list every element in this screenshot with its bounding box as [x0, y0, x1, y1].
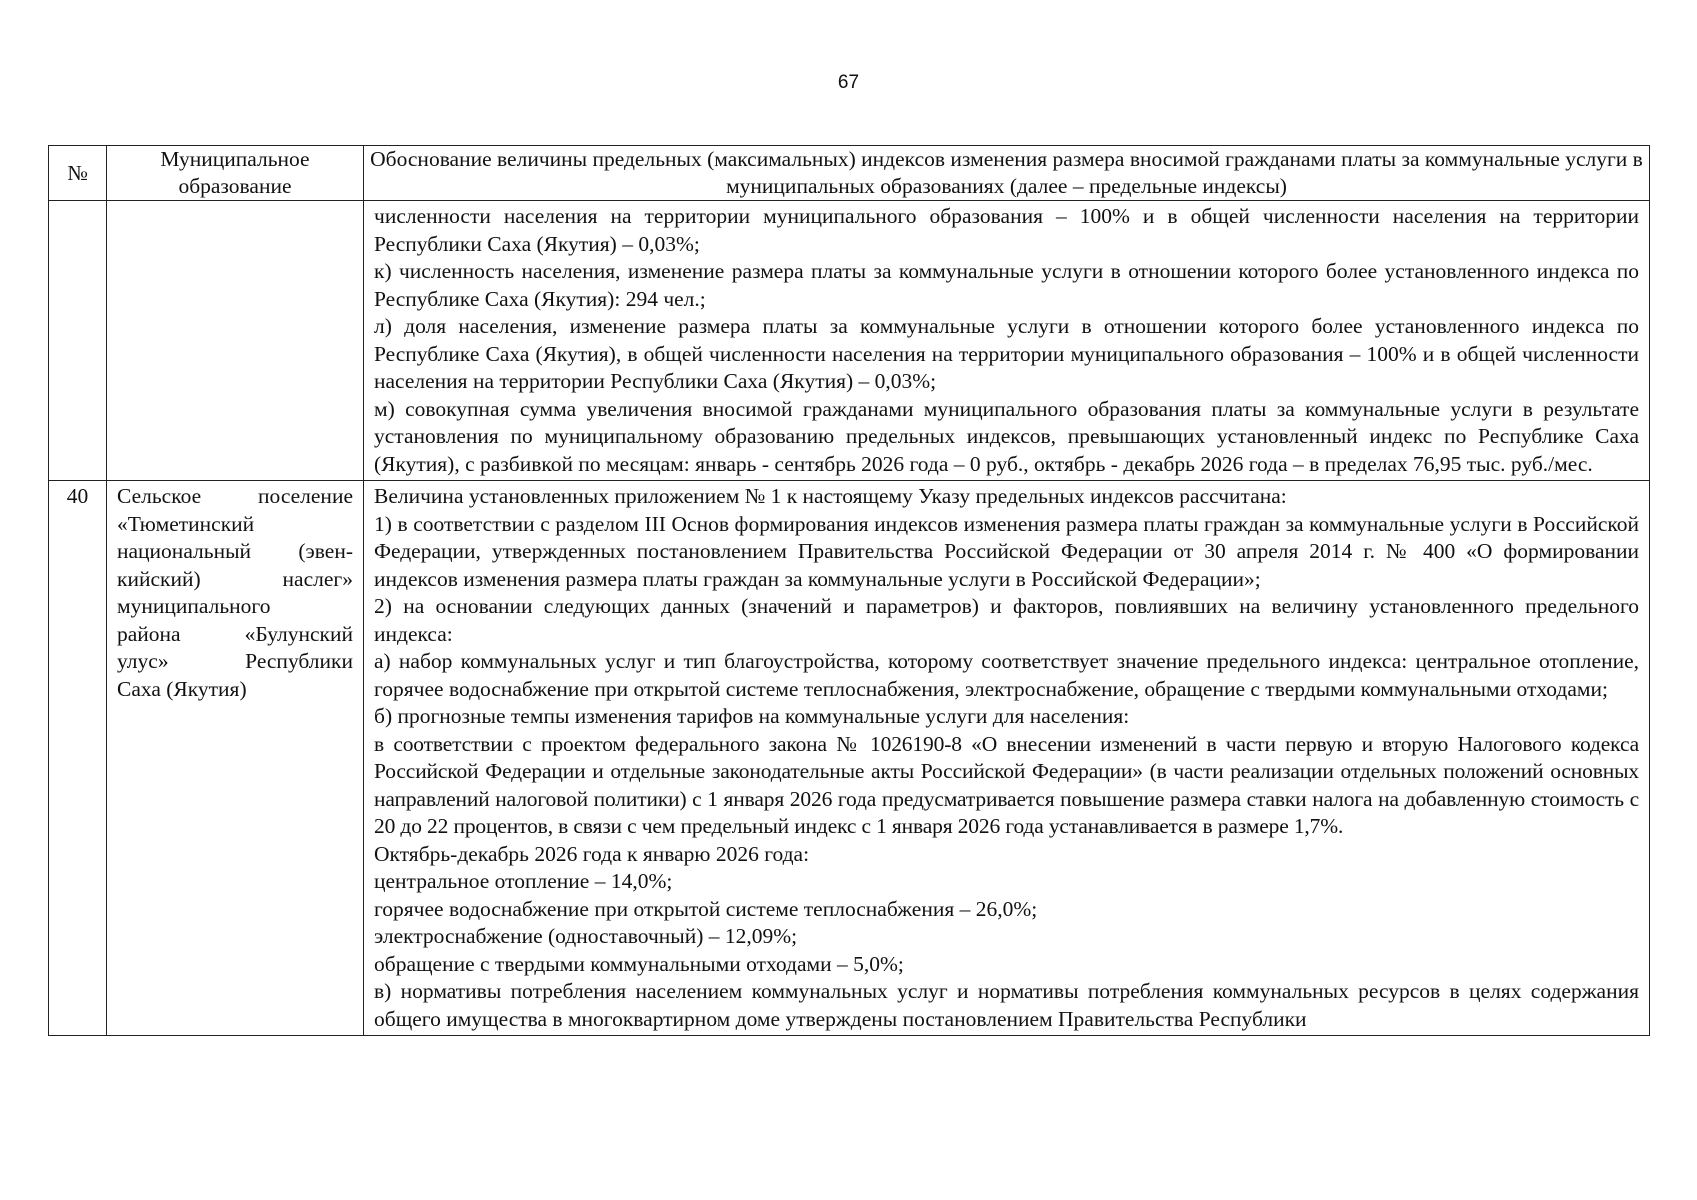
- municipality-line: района «Булунский: [117, 621, 353, 646]
- municipality-cell: [107, 201, 364, 481]
- municipality-cell: [107, 481, 364, 1036]
- paragraph: обращение с твердыми коммунальными отходами – 5,0%;: [374, 951, 904, 976]
- paragraph: Октябрь-декабрь 2026 года к январю 2026 года:: [374, 841, 810, 866]
- municipality-line: кийский) наслег»: [117, 566, 353, 591]
- municipality-line: Саха (Якутия): [117, 676, 247, 701]
- paragraph: Величина установленных приложением № 1 к настоящему Указу предельных индексов рассчитана:: [374, 484, 1287, 508]
- header-municipality: Муниципальное образование: [107, 146, 364, 201]
- paragraph: 1) в соответствии с разделом III Основ формирования индексов изменения размера платы граждан за коммунальные услуги в Российской Федерации, утвержденных постановлением Правительства Российской Федерации от 30 апреля 2014 г. № 400 «О формировании индексов изменения размера платы граждан за коммунальные услуги в Российской Федерации»;: [374, 511, 1639, 591]
- header-number: №: [49, 146, 107, 201]
- paragraph: численности населения на территории муниципального образования – 100% и в общей численности населения на территории Республики Саха (Якутия) – 0,03%;: [374, 204, 1639, 256]
- paragraph: центральное отопление – 14,0%;: [374, 869, 673, 893]
- justification-cell: [364, 201, 1650, 481]
- justification-cell: [364, 481, 1650, 1036]
- paragraph: а) набор коммунальных услуг и тип благоустройства, которому соответствует значение предельного индекса: центральное отопление, горячее водоснабжение при открытой системе теплоснабжения, электроснабжение, обращение с твердыми коммунальными отходами;: [374, 649, 1639, 701]
- justification-table: [48, 145, 1650, 1036]
- paragraph: л) доля населения, изменение размера платы за коммунальные услуги в отношении которого более установленного индекса по Республике Саха (Якутия), в общей численности населения на территории муниципального образования – 100% и в общей численности населения на территории Республики Саха (Якутия) – 0,03%;: [374, 314, 1639, 393]
- table-header-row: [49, 146, 1650, 201]
- paragraph: в соответствии с проектом федерального закона № 1026190-8 «О внесении изменений в части первую и вторую Налогового кодекса Российской Федерации и отдельные законодательные акты Российской Федерации» (в части реализации отдельных положений основных направлений налоговой политики) с 1 января 2026 года предусматривается повышение размера ставки налога на добавленную стоимость с 20 до 22 процентов, в связи с чем предельный индекс с 1 января 2026 года устанавливается в размере 1,7%.: [374, 731, 1639, 838]
- row-number-cell: [49, 201, 107, 481]
- paragraph: электроснабжение (одноставочный) – 12,09%;: [374, 924, 798, 948]
- header-justification: Обоснование величины предельных (максимальных) индексов изменения размера вносимой гражданами платы за коммунальные услуги в муниципальных образованиях (далее – предельные индексы): [364, 146, 1650, 201]
- municipality-line: улус» Республики: [117, 649, 353, 673]
- paragraph: 2) на основании следующих данных (значений и параметров) и факторов, повлиявших на величину установленного предельного индекса:: [374, 594, 1639, 646]
- paragraph: горячее водоснабжение при открытой системе теплоснабжения – 26,0%;: [374, 896, 1038, 921]
- municipality-line: Сельское поселение: [117, 484, 353, 508]
- municipality-line: национальный (эвен-: [117, 539, 353, 563]
- municipality-line: «Тюметинский: [117, 511, 255, 536]
- municipality-line: муниципального: [117, 594, 271, 618]
- table-row-40: [49, 481, 1650, 1036]
- paragraph: б) прогнозные темпы изменения тарифов на коммунальные услуги для населения:: [374, 704, 1130, 728]
- paragraph: м) совокупная сумма увеличения вносимой гражданами муниципального образования платы за коммунальные услуги в результате установления по муниципальному образованию предельных индексов, превышающих установленный индекс по Республике Саха (Якутия), с разбивкой по месяцам: январь - сентябрь 2026 года – 0 руб., октябрь - декабрь 2026 года – в пределах 76,95 тыс. руб./мес.: [374, 396, 1639, 476]
- paragraph: в) нормативы потребления населением коммунальных услуг и нормативы потребления коммунальных ресурсов в целях содержания общего имущества в многоквартирном доме утверждены постановлением Правительства Республики: [374, 979, 1639, 1031]
- page-number: 67: [837, 72, 860, 93]
- paragraph: к) численность населения, изменение размера платы за коммунальные услуги в отношении которого более установленного индекса по Республике Саха (Якутия): 294 чел.;: [374, 259, 1639, 311]
- row-number-cell: 40: [49, 481, 107, 1036]
- table-row-continuation: [49, 201, 1650, 481]
